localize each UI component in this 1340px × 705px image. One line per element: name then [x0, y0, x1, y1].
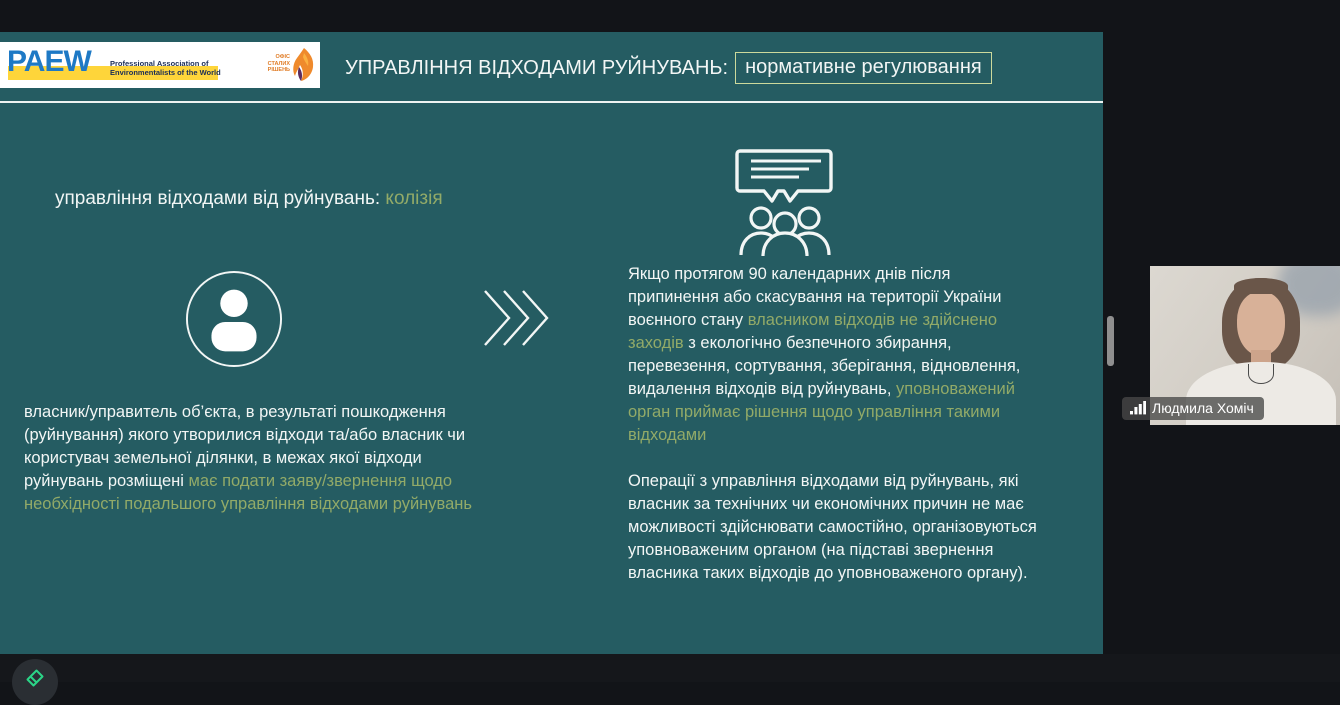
partner-logo-line3: РІШЕНЬ	[267, 67, 290, 73]
partner-logo-line1: ОФІС	[275, 54, 290, 60]
slide-title	[345, 52, 992, 84]
subtitle-text: управління відходами від руйнувань:	[55, 188, 386, 209]
person-icon	[185, 270, 283, 368]
logo-strip	[0, 42, 320, 88]
shared-screen-slide	[0, 32, 1103, 654]
partner-logo-line2: СТАЛИХ	[267, 60, 290, 67]
sustainable-solutions-office-logo	[264, 47, 316, 83]
paragraph-conditions: Якщо протягом 90 календарних днів після припинення або скасування на території України воєнного стану власником відходів не здійснено заходів з екологічно безпечного збирання, перевезення, сортування, зберігання, відновлення, видалення відходів від руйнувань, уповноважений орган приймає рішення щодо управління такими відходами	[628, 265, 1021, 444]
slide-title-highlight: нормативне регулювання	[735, 52, 992, 84]
pen-icon	[24, 667, 46, 689]
participant-name: Людмила Хоміч	[1152, 400, 1254, 416]
paew-tagline-line2: Environmentalists of the World	[110, 68, 221, 77]
annotation-pen-button[interactable]	[12, 659, 58, 705]
chevron-right-triple-icon	[483, 289, 551, 347]
audio-level-bars-icon	[1130, 401, 1146, 415]
paew-logo: PAEW	[7, 45, 91, 78]
panel-scrollbar[interactable]	[1107, 316, 1114, 366]
paew-tagline-line1: Professional Association of	[110, 59, 209, 68]
speech-bubble-people-icon	[735, 148, 835, 256]
header-divider	[0, 101, 1103, 103]
video-sidebar	[1103, 0, 1340, 682]
flame-icon	[290, 47, 316, 83]
slide-title-text: УПРАВЛІННЯ ВІДХОДАМИ РУЙНУВАНЬ:	[345, 56, 729, 79]
slide-subtitle	[55, 188, 443, 210]
subtitle-accent: колізія	[385, 188, 443, 209]
paragraph-operations: Операції з управління відходами від руйнувань, які власник за технічних чи економічних причин не має можливості здійснювати самостійно, організовуються уповноваженим органом (на підставі звернення власника таких відходів до уповноваженого органу).	[628, 472, 1037, 582]
owner-text-block: власник/управитель об’єкта, в результаті пошкодження (руйнування) якого утворилися відходи та/або власник чи користувач земельної ділянки, в межах якої відходи руйнувань розміщені має подати заяву/звернення щодо необхідності подальшого управління відходами руйнувань	[24, 403, 472, 513]
bottom-bar	[0, 654, 1340, 682]
slide-body-right-column	[628, 263, 1038, 585]
participant-name-label	[1122, 397, 1264, 420]
